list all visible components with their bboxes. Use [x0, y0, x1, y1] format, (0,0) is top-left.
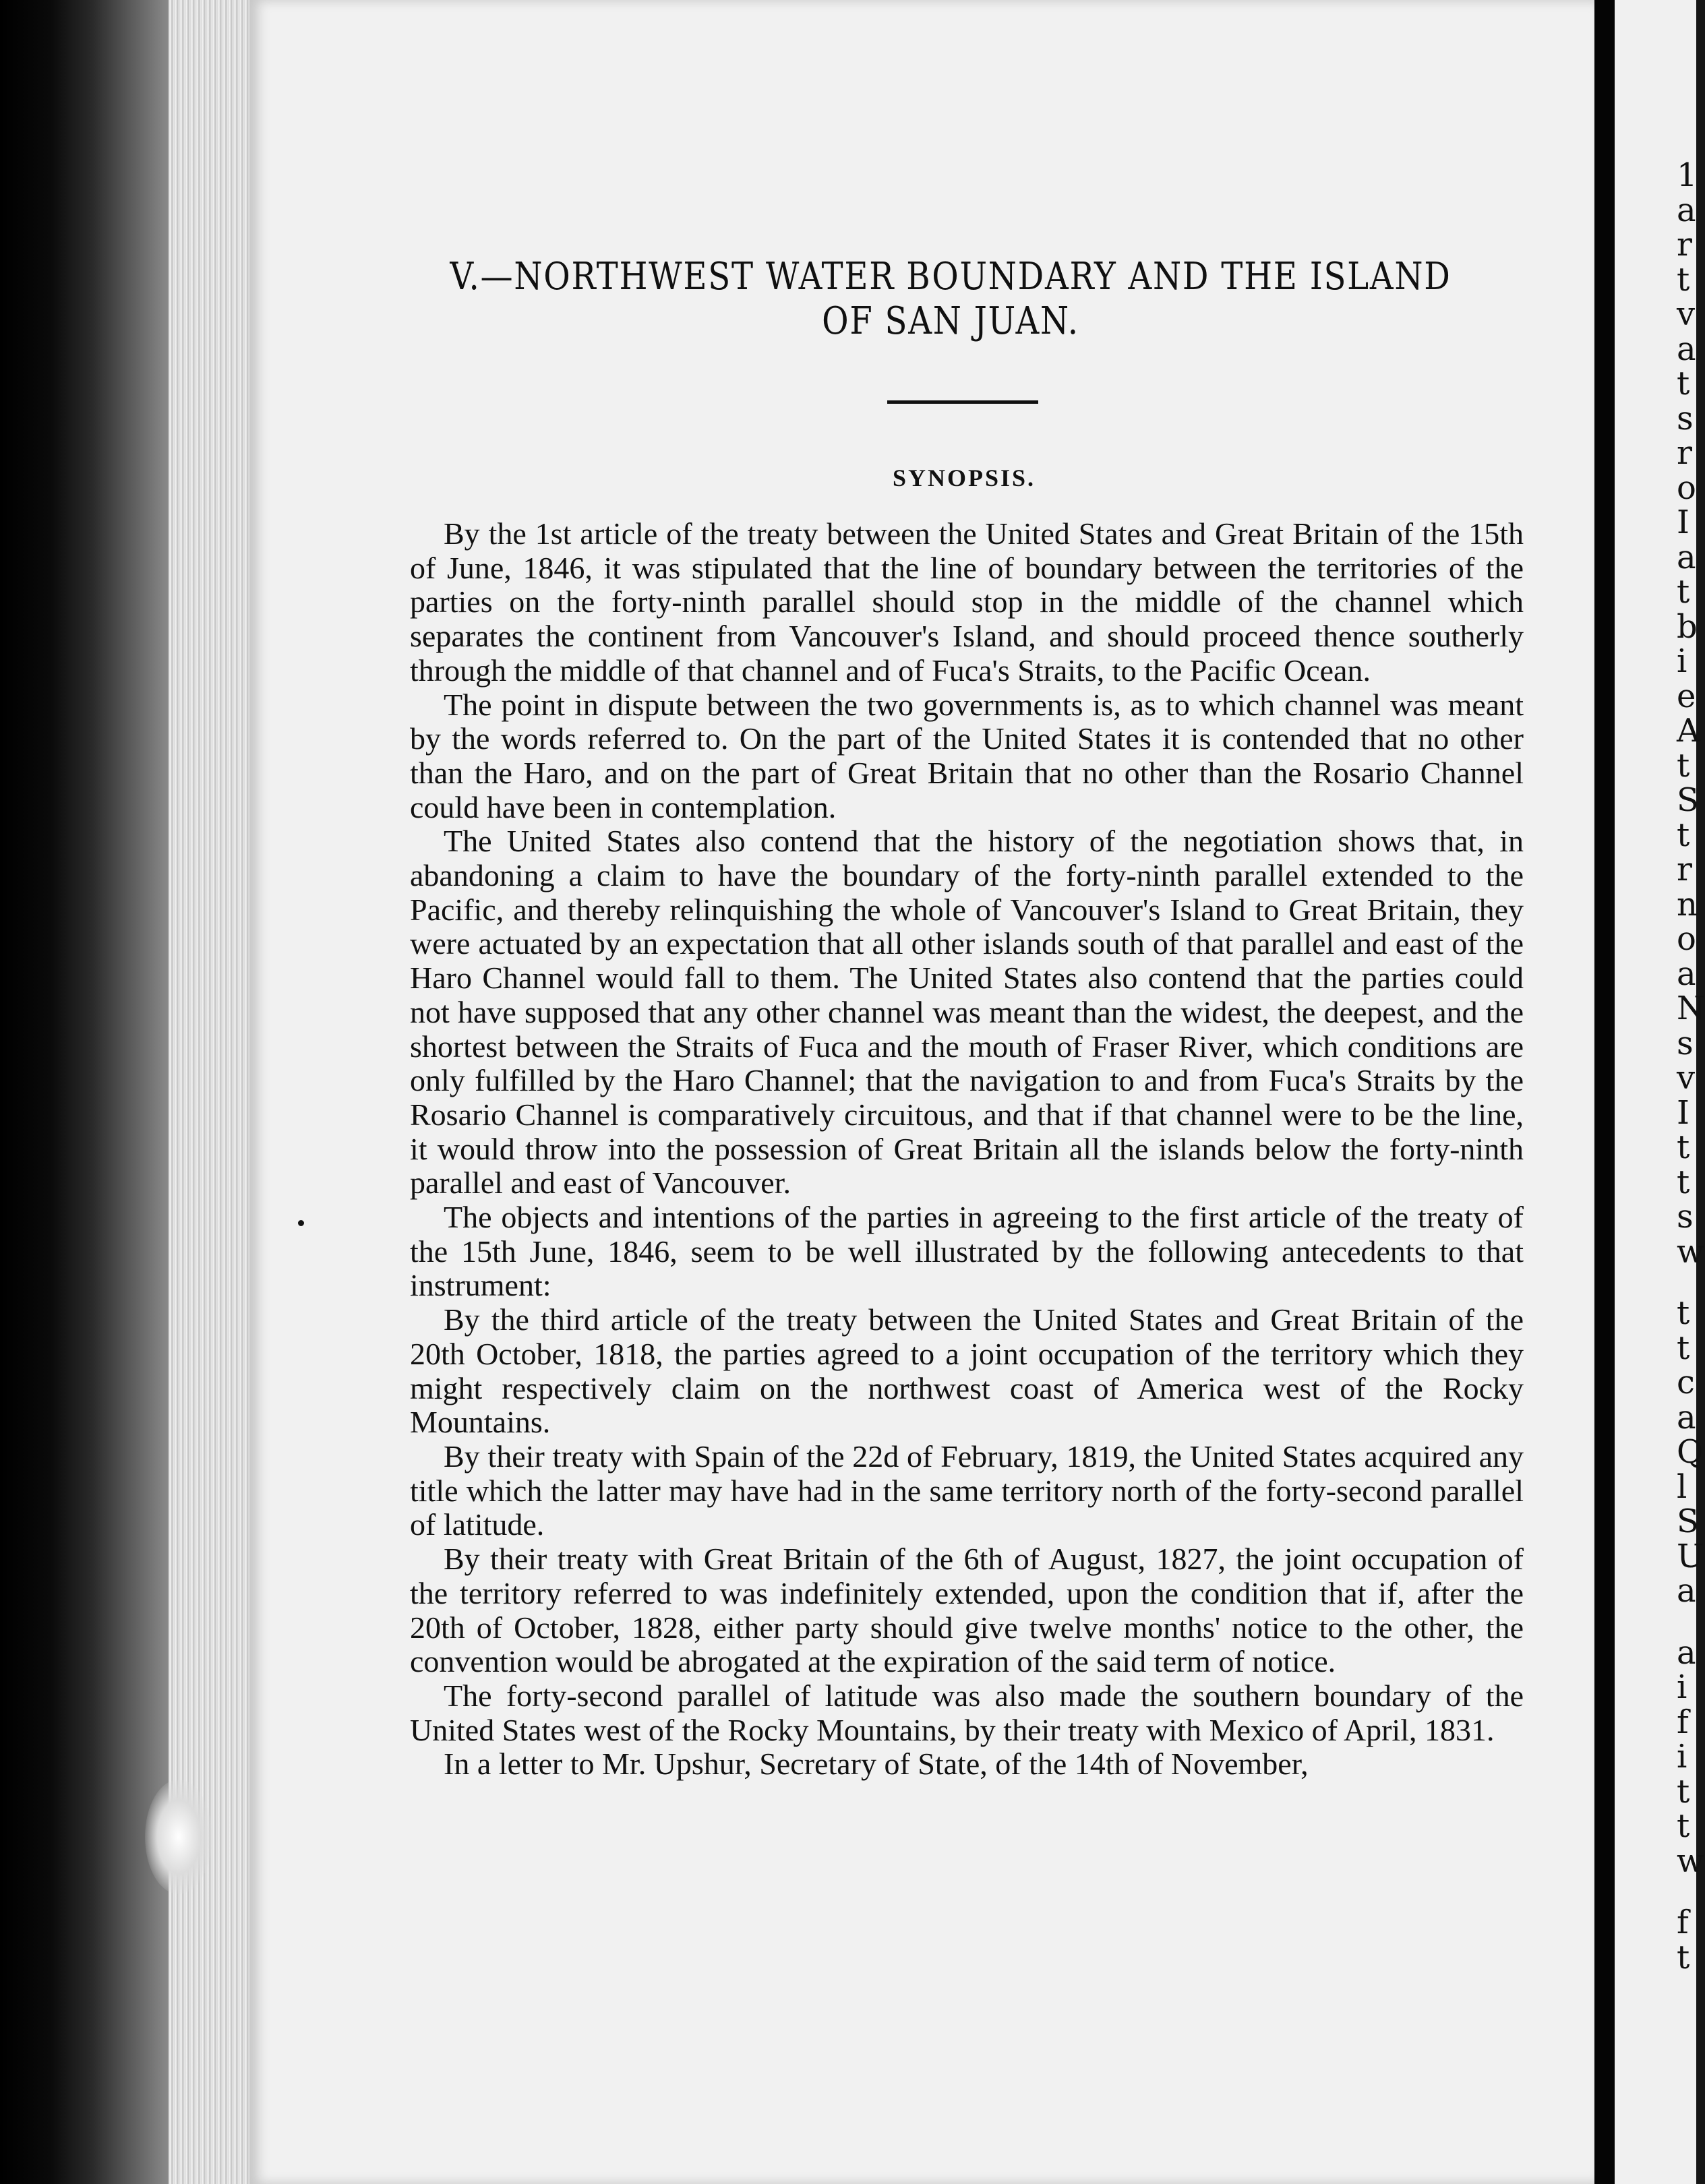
- paragraph: By the third article of the treaty between the United States and Great Britain of the 20th October, 1818, the parties agreed to a joint occupation of the territory which they might respectively claim on the northwest coast of America west of the Rocky Mountains.: [410, 1302, 1524, 1440]
- facing-page-letter: t: [1677, 365, 1690, 402]
- facing-page-letter: a: [1677, 1633, 1696, 1672]
- facing-page-letter: t: [1677, 816, 1690, 854]
- facing-page-letter: I: [1677, 504, 1689, 541]
- facing-page-letter: r: [1677, 851, 1692, 888]
- facing-page-letter: o: [1677, 468, 1696, 507]
- facing-page-letter: a: [1677, 954, 1696, 993]
- paragraph: By their treaty with Great Britain of the 6th of August, 1827, the joint occupation of the territory referred to was indefinitely extended, upon the condition that if, after the 20th of October, 1828, either party should give twelve months' notice to the other, the convention would be abrogated at the expiration of the said term of notice.: [410, 1542, 1524, 1679]
- facing-page-letter: t: [1677, 1128, 1690, 1166]
- facing-page-letter: 1: [1677, 156, 1698, 194]
- facing-page-letter: N: [1677, 990, 1705, 1027]
- paragraph: By their treaty with Spain of the 22d of February, 1819, the United States acquired any title which the latter may have had in the same territory north of the forty-second parallel of latitude.: [410, 1438, 1524, 1542]
- facing-page-letter: t: [1677, 1294, 1690, 1332]
- facing-page-letter: S: [1677, 781, 1699, 819]
- facing-page-letter: l: [1677, 1467, 1687, 1506]
- facing-page-letter: a: [1677, 1572, 1696, 1610]
- facing-page-letter: t: [1677, 1772, 1690, 1811]
- facing-page-letter: t: [1677, 1938, 1690, 1976]
- paragraph: The point in dispute between the two governments is, as to which channel was meant by the words referred to. On the part of the United States it is contended that no other than the Haro, and on the part of Great Britain that no other than the Rosario Channel could have been in contemplation.: [410, 687, 1524, 824]
- page-title: V.—NORTHWEST WATER BOUNDARY AND THE ISLAND OF SAN JUAN.: [450, 255, 1452, 343]
- facing-page-letter: t: [1677, 1163, 1690, 1201]
- facing-page-letter: f: [1677, 1904, 1689, 1941]
- facing-page-letter: s: [1677, 1024, 1694, 1062]
- paragraph: The United States also contend that the history of the negotiation shows that, in abandoning a claim to have the boundary of the forty-ninth parallel extended to the Pacific, and thereby relinquishing the whole of Vancouver's Island to Great Britain, they were actuated by an expectation that all other islands south of that parallel and east of the Haro Channel would fall to them. The United States also contend that the parties could not have supposed that any other channel was meant than the widest, the deepest, and the shortest between the Straits of Fuca and the mouth of Fraser River, which conditions are only fulfilled by the Haro Channel; that the navigation to and from Fuca's Straits by the Rosario Channel is comparatively circuitous, and that if that channel were to be the line, it would throw into the possession of Great Britain all the islands below the forty-ninth parallel and east of Vancouver.: [410, 824, 1524, 1201]
- facing-page-letter: i: [1677, 1738, 1687, 1776]
- facing-page-letter: r: [1677, 434, 1692, 472]
- facing-page-letter: Q: [1677, 1433, 1704, 1471]
- facing-page-letter: S: [1677, 1503, 1699, 1540]
- facing-page-letter: c: [1677, 1364, 1695, 1401]
- facing-page-letter: e: [1677, 677, 1696, 715]
- facing-page-letter: r: [1677, 226, 1692, 264]
- facing-page-letter: s: [1677, 1198, 1694, 1236]
- facing-page-letter: a: [1677, 330, 1696, 368]
- facing-page-letter: f: [1677, 1703, 1689, 1741]
- facing-page-letter: n: [1677, 885, 1698, 923]
- facing-page-letter: t: [1677, 746, 1690, 785]
- paragraph: By the 1st article of the treaty between the United States and Great Britain of the 15th of June, 1846, it was stipulated that the line of boundary between the territories of the parties on the forty-ninth parallel should stop in the middle of the channel which separates the continent from Vancouver's Island, and should proceed thence southerly through the middle of that channel and of Fuca's Straits, to the Pacific Ocean.: [410, 516, 1524, 688]
- paragraph: The objects and intentions of the parties in agreeing to the first article of the treaty of the 15th June, 1846, seem to be well illustrated by the following antecedents to that instrument:: [410, 1200, 1524, 1303]
- title-divider: [887, 400, 1038, 404]
- facing-page-letter: v: [1677, 295, 1696, 333]
- facing-page-letter: t: [1677, 573, 1690, 611]
- facing-page-letter: i: [1677, 1668, 1687, 1706]
- facing-page-letter: o: [1677, 920, 1696, 958]
- body-text: [410, 517, 1524, 1782]
- facing-page-letter: a: [1677, 191, 1696, 229]
- facing-page-letter: U: [1677, 1537, 1704, 1575]
- facing-page-letter: a: [1677, 538, 1696, 576]
- facing-page-letter: t: [1677, 1329, 1690, 1367]
- facing-page-letter: b: [1677, 607, 1698, 646]
- facing-page-sliver: [1615, 0, 1705, 2184]
- facing-page-letter: v: [1677, 1059, 1696, 1097]
- section-heading: SYNOPSIS.: [892, 464, 1036, 491]
- facing-page-letter: w: [1677, 1232, 1705, 1271]
- facing-page-letter: a: [1677, 1398, 1696, 1436]
- paragraph: The forty-second parallel of latitude was also made the southern boundary of the United States west of the Rocky Mountains, by their treaty with Mexico of April, 1831.: [410, 1678, 1524, 1747]
- facing-page-letter: s: [1677, 399, 1694, 437]
- facing-page-letter: I: [1677, 1093, 1689, 1132]
- facing-page-letter: t: [1677, 1807, 1690, 1845]
- paragraph: In a letter to Mr. Upshur, Secretary of State, of the 14th of November,: [444, 1747, 1309, 1782]
- facing-page-letter: A: [1677, 712, 1700, 750]
- binding-gutter: [0, 0, 169, 2184]
- ink-dot: [298, 1220, 304, 1226]
- facing-page-letter: w: [1677, 1842, 1705, 1880]
- facing-page-letter: t: [1677, 260, 1690, 299]
- paper-damage-spot: [145, 1780, 212, 1894]
- page-gap: [1594, 0, 1615, 2184]
- facing-page-letter: i: [1677, 642, 1687, 680]
